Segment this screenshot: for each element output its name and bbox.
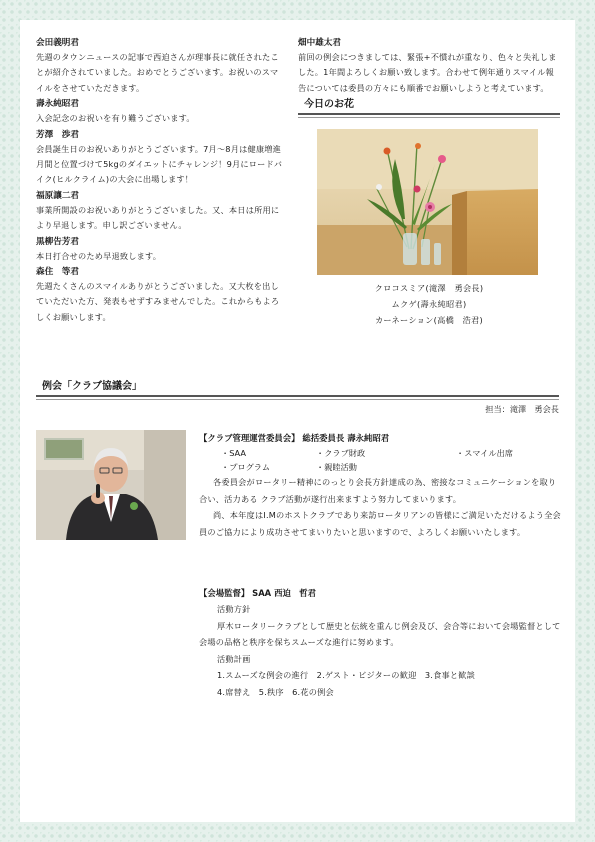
smile-messages-left xyxy=(36,36,284,325)
member-message: 入会記念のお祝いを有り難うございます。 xyxy=(36,113,195,124)
flower-item: ムクゲ(壽永純昭君) xyxy=(391,299,467,310)
management-committee-block xyxy=(199,430,561,540)
message-yoshizawa xyxy=(36,129,284,188)
person-in-charge: 担当：滝澤 勇会長 xyxy=(485,404,559,414)
member-name: 福原讓二君 xyxy=(36,190,79,201)
message-fukuhara xyxy=(36,190,284,234)
plan-line-2: 4.席替え 5.秩序 6.花の例会 xyxy=(217,686,334,697)
flower-item: カーネーション(高橋 浩君) xyxy=(374,315,484,326)
policy-text: 厚木ロータリークラブとして歴史と伝統を重んじ例会及び、会合等において会場監督として会場の品格と秩序を保ちスムーズな進行に努めます。 xyxy=(199,620,561,647)
message-morizumi xyxy=(36,266,284,325)
club-council-heading: 例会「クラブ協議会」 xyxy=(36,380,559,397)
plan-label: 活動計画 xyxy=(217,653,251,664)
saa-block xyxy=(199,585,561,700)
club-council-header xyxy=(36,380,559,397)
saa-title: 【会場監督】 SAA 西迫 哲君 xyxy=(199,588,316,598)
member-message: 事業所開設のお祝いありがとうございました。又、本日は所用により早退します。申し訳ございません。 xyxy=(36,204,280,231)
member-name: 森住 等君 xyxy=(36,267,79,278)
committee-roles xyxy=(199,446,561,474)
flower-arrangement-photo xyxy=(317,129,538,275)
member-name: 畑中雄太君 xyxy=(298,38,341,48)
member-message: 先週たくさんのスマイルありがとうございました。又大枚を出していただいた方、発表もせずすみませんでした。これからもよろしくお願いします。 xyxy=(36,281,280,322)
plan-line-1: 1.スムーズな例会の進行 2.ゲスト・ビジターの歓迎 3.食事と歓談 xyxy=(217,670,476,680)
message-suenaga xyxy=(36,98,284,126)
member-name: 壽永純昭君 xyxy=(36,99,79,110)
flower-item: クロコスミア(滝澤 勇会長) xyxy=(374,283,484,294)
message-aida xyxy=(36,37,284,96)
member-message: 先週のタウンニュースの記事で西迫さんが理事長に就任されたことが紹介されていました。おめでとうございます。お祝いのスマイルをさせていただきます。 xyxy=(36,52,279,93)
member-message: 前回の例会につきましては、緊張+不慣れが重なり、色々と失礼しました。1年間よろしくお願い致します。合わせて例年通りスマイル報告については委員の方々にも順番でお願いしようと考えています。 xyxy=(298,52,557,93)
role-item: ・スマイル出席 xyxy=(456,448,513,458)
member-message: 会員誕生日のお祝いありがとうございます。7月～8月は健康増進月間と位置づけて5kgのダイエットにチャレンジ！9月にロードバイク(ヒルクライム)の大会に出場します！ xyxy=(36,143,283,185)
flower-list xyxy=(298,280,560,328)
member-name: 会田義明君 xyxy=(36,38,79,48)
member-message: 本日打合せのため早退致します。 xyxy=(36,250,162,261)
management-paragraph-1: 各委員会がロータリー精神にのっとり会長方針達成の為、密接なコミュニケーションを取り合い、活力ある クラブ活動が遂行出来ますよう努力してまいります。 xyxy=(199,477,557,504)
management-committee-title: 【クラブ管理運営委員会】 総括委員長 壽永純昭君 xyxy=(199,433,390,443)
role-item: ・クラブ財政 xyxy=(316,448,366,458)
member-name: 芳澤 渉君 xyxy=(36,129,79,140)
right-column xyxy=(298,36,560,328)
member-name: 黒柳告芳君 xyxy=(36,236,79,247)
speaker-photo xyxy=(36,430,186,540)
newsletter-page xyxy=(20,20,575,822)
flowers-heading: 今日のお花 xyxy=(298,98,560,115)
role-item: ・プログラム xyxy=(221,462,271,472)
message-hatanaka xyxy=(298,37,560,96)
policy-label: 活動方針 xyxy=(217,604,251,614)
message-kuroyanagi xyxy=(36,236,284,264)
management-paragraph-2: 尚、本年度はI.Mのホストクラブであり来訪ロータリアンの皆様にご満足いただけるよう全会員のご協力により成功させてまいりたいと思いますので、よろしくお願いいたします。 xyxy=(199,510,561,537)
role-item: ・SAA xyxy=(221,448,246,458)
role-item: ・親睦活動 xyxy=(316,462,357,472)
